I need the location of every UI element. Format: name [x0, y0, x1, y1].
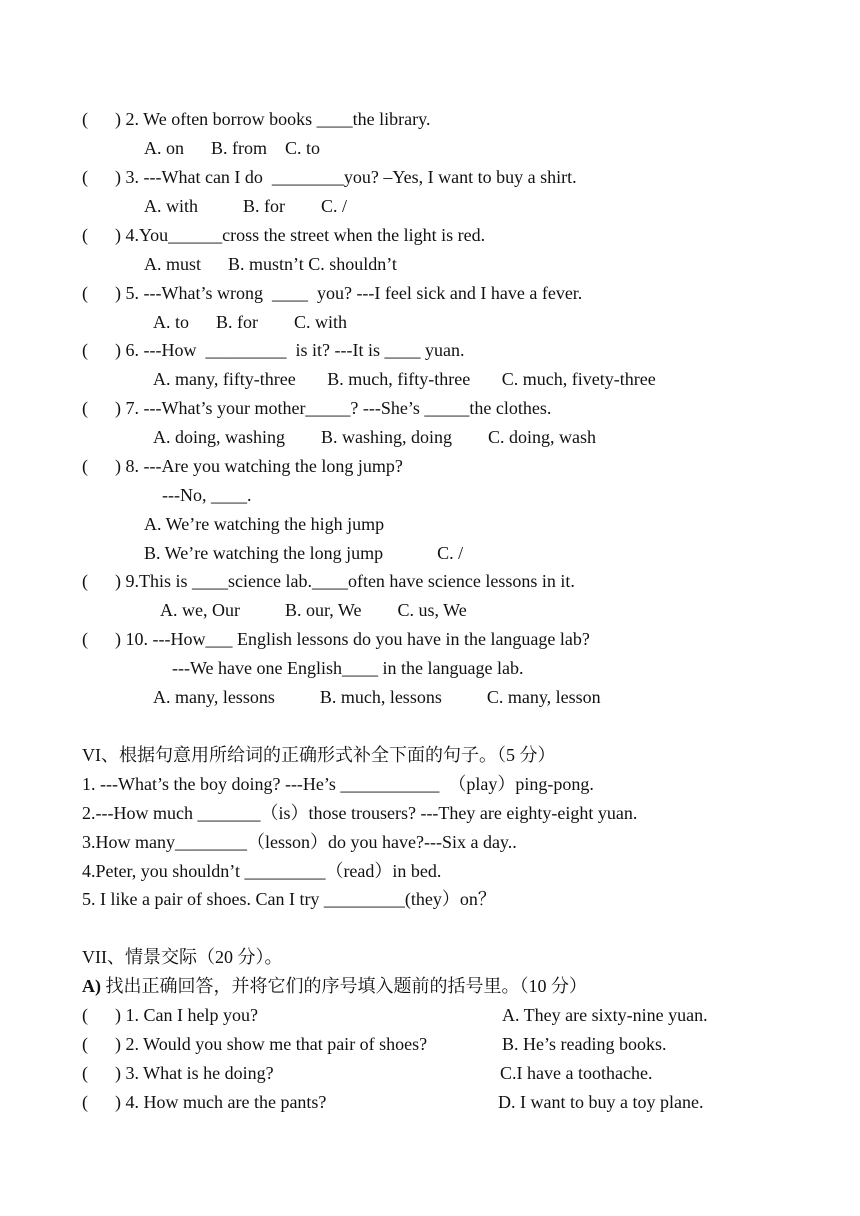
- question-4-options: A. must B. mustn’t C. shouldn’t: [144, 254, 397, 274]
- match-question-3: ( ) 3. What is he doing?: [82, 1063, 274, 1083]
- question-6-options: A. many, fifty-three B. much, fifty-three C. much, fivety-three: [153, 369, 656, 389]
- question-3: ( ) 3. ---What can I do ________you? –Yes, I want to buy a shirt.: [82, 167, 577, 187]
- question-7: ( ) 7. ---What’s your mother_____? ---She’s _____the clothes.: [82, 398, 552, 418]
- question-3-options: A. with B. for C. /: [144, 196, 348, 216]
- question-9-options: A. we, Our B. our, We C. us, We: [160, 600, 467, 620]
- match-question-1: ( ) 1. Can I help you?: [82, 1005, 258, 1025]
- question-2-options: A. on B. from C. to: [144, 138, 321, 158]
- question-8: ( ) 8. ---Are you watching the long jump?: [82, 456, 403, 476]
- match-answer-d: D. I want to buy a toy plane.: [498, 1092, 704, 1112]
- fill-in-4: 4.Peter, you shouldn’t _________（read）in bed.: [82, 861, 442, 881]
- question-5-options: A. to B. for C. with: [153, 312, 348, 332]
- question-8-option-a: A. We’re watching the high jump: [144, 514, 385, 534]
- fill-in-5: 5. I like a pair of shoes. Can I try _________(they）on？: [82, 889, 496, 909]
- question-9: ( ) 9.This is ____science lab.____often have science lessons in it.: [82, 571, 575, 591]
- fill-in-2: 2.---How much _______（is）those trousers? ---They are eighty-eight yuan.: [82, 803, 638, 823]
- match-answer-a: A. They are sixty-nine yuan.: [502, 1005, 708, 1025]
- question-5: ( ) 5. ---What’s wrong ____ you? ---I feel sick and I have a fever.: [82, 283, 583, 303]
- question-10-answer: ---We have one English____ in the language lab.: [172, 658, 524, 678]
- question-7-options: A. doing, washing B. washing, doing C. doing, wash: [153, 427, 596, 447]
- question-10-options: A. many, lessons B. much, lessons C. many, lesson: [153, 687, 601, 707]
- question-10: ( ) 10. ---How___ English lessons do you have in the language lab?: [82, 629, 590, 649]
- question-8-option-b: B. We’re watching the long jump C. /: [144, 543, 464, 563]
- section-7a-instruction: [82, 976, 587, 996]
- section-6-heading: VI、根据句意用所给词的正确形式补全下面的句子。（5 分）: [82, 745, 556, 765]
- question-2: ( ) 2. We often borrow books ____the library.: [82, 109, 431, 129]
- fill-in-1: 1. ---What’s the boy doing? ---He’s ___________ （play）ping-pong.: [82, 774, 594, 794]
- question-8-answer: ---No, ____.: [162, 485, 252, 505]
- match-question-4: ( ) 4. How much are the pants?: [82, 1092, 327, 1112]
- match-answer-b: B. He’s reading books.: [502, 1034, 667, 1054]
- match-answer-c: C.I have a toothache.: [500, 1063, 653, 1083]
- section-7a-text: 找出正确回答，并将它们的序号填入题前的括号里。（10 分）: [101, 976, 587, 996]
- match-question-2: ( ) 2. Would you show me that pair of shoes?: [82, 1034, 428, 1054]
- section-7a-label: A): [82, 976, 101, 996]
- question-4: ( ) 4.You______cross the street when the light is red.: [82, 225, 486, 245]
- fill-in-3: 3.How many________（lesson）do you have?---Six a day..: [82, 832, 517, 852]
- question-6: ( ) 6. ---How _________ is it? ---It is ____ yuan.: [82, 340, 465, 360]
- section-7-heading: VII、情景交际（20 分）。: [82, 947, 283, 967]
